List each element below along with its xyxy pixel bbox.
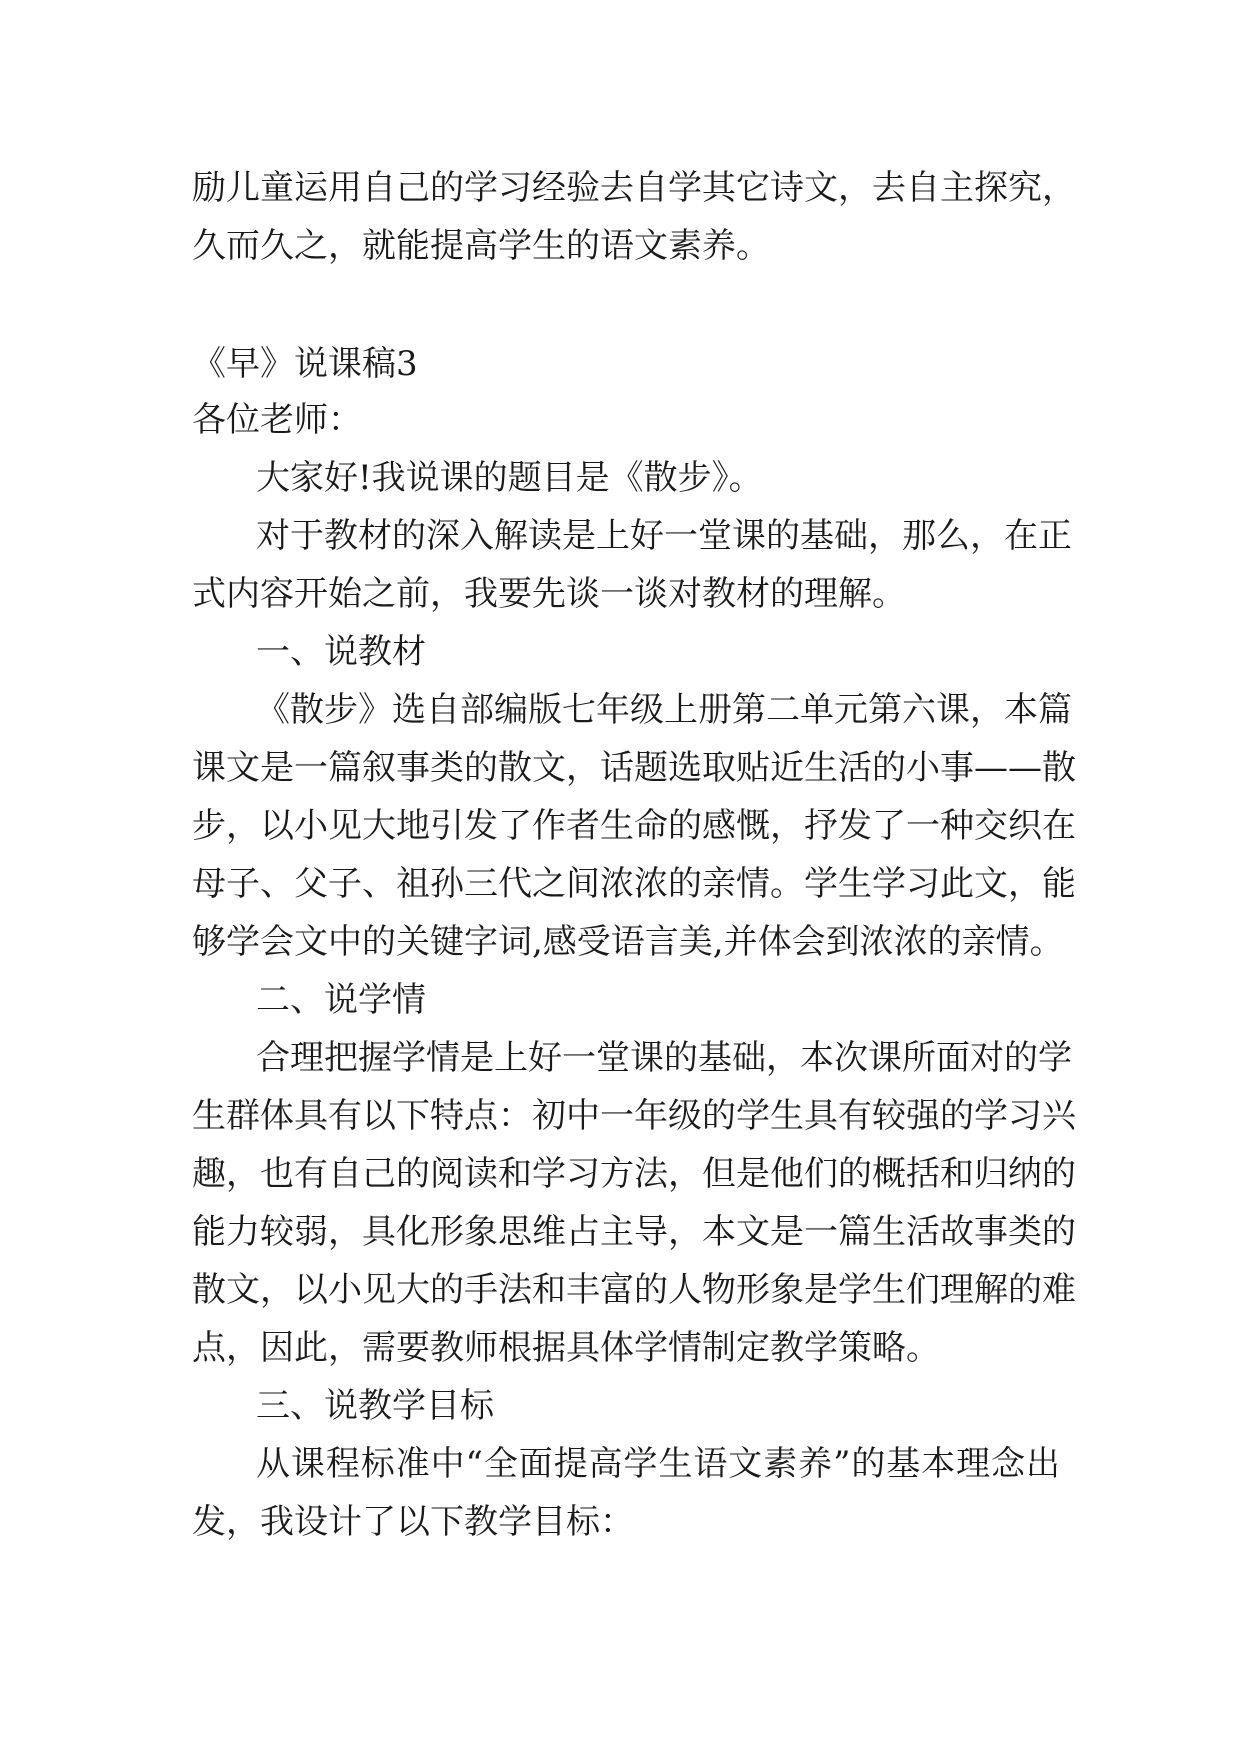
body-line-2: 对于教材的深入解读是上好一堂课的基础，那么，在正 (256, 516, 1072, 556)
body-line-11: 合理把握学情是上好一堂课的基础，本次课所面对的学 (256, 1038, 1072, 1078)
body-line-5: 《散步》选自部编版七年级上册第二单元第六课，本篇 (256, 690, 1072, 730)
body-line-8: 母子、父子、祖孙三代之间浓浓的亲情。学生学习此文，能 (192, 864, 1076, 904)
body-line-14: 能力较弱，具化形象思维占主导，本文是一篇生活故事类的 (192, 1212, 1076, 1252)
body-line-18: 从课程标准中“全面提高学生语文素养”的基本理念出 (256, 1444, 1060, 1484)
intro-line-2: 久而久之，就能提高学生的语文素养。 (192, 226, 770, 266)
body-line-19: 发，我设计了以下教学目标： (192, 1502, 634, 1542)
heading-students: 二、说学情 (256, 980, 426, 1020)
body-line-12: 生群体具有以下特点：初中一年级的学生具有较强的学习兴 (192, 1096, 1076, 1136)
body-line-9: 够学会文中的关键字词,感受语言美,并体会到浓浓的亲情。 (192, 922, 1064, 962)
intro-line-1: 励儿童运用自己的学习经验去自学其它诗文，去自主探究， (192, 168, 1076, 208)
heading-textbook: 一、说教材 (256, 632, 426, 672)
body-line-15: 散文，以小见大的手法和丰富的人物形象是学生们理解的难 (192, 1270, 1076, 1310)
body-line-3: 式内容开始之前，我要先谈一谈对教材的理解。 (192, 574, 906, 614)
body-line-16: 点，因此，需要教师根据具体学情制定教学策略。 (192, 1328, 940, 1368)
body-line-1: 大家好!我说课的题目是《散步》。 (256, 458, 763, 498)
salutation: 各位老师： (192, 400, 362, 440)
heading-objectives: 三、说教学目标 (256, 1386, 494, 1426)
body-line-6: 课文是一篇叙事类的散文，话题选取贴近生活的小事——散 (192, 748, 1076, 788)
section-title: 《早》说课稿3 (192, 344, 418, 384)
body-line-7: 步，以小见大地引发了作者生命的感慨，抒发了一种交织在 (192, 806, 1076, 846)
body-line-13: 趣，也有自己的阅读和学习方法，但是他们的概括和归纳的 (192, 1154, 1076, 1194)
